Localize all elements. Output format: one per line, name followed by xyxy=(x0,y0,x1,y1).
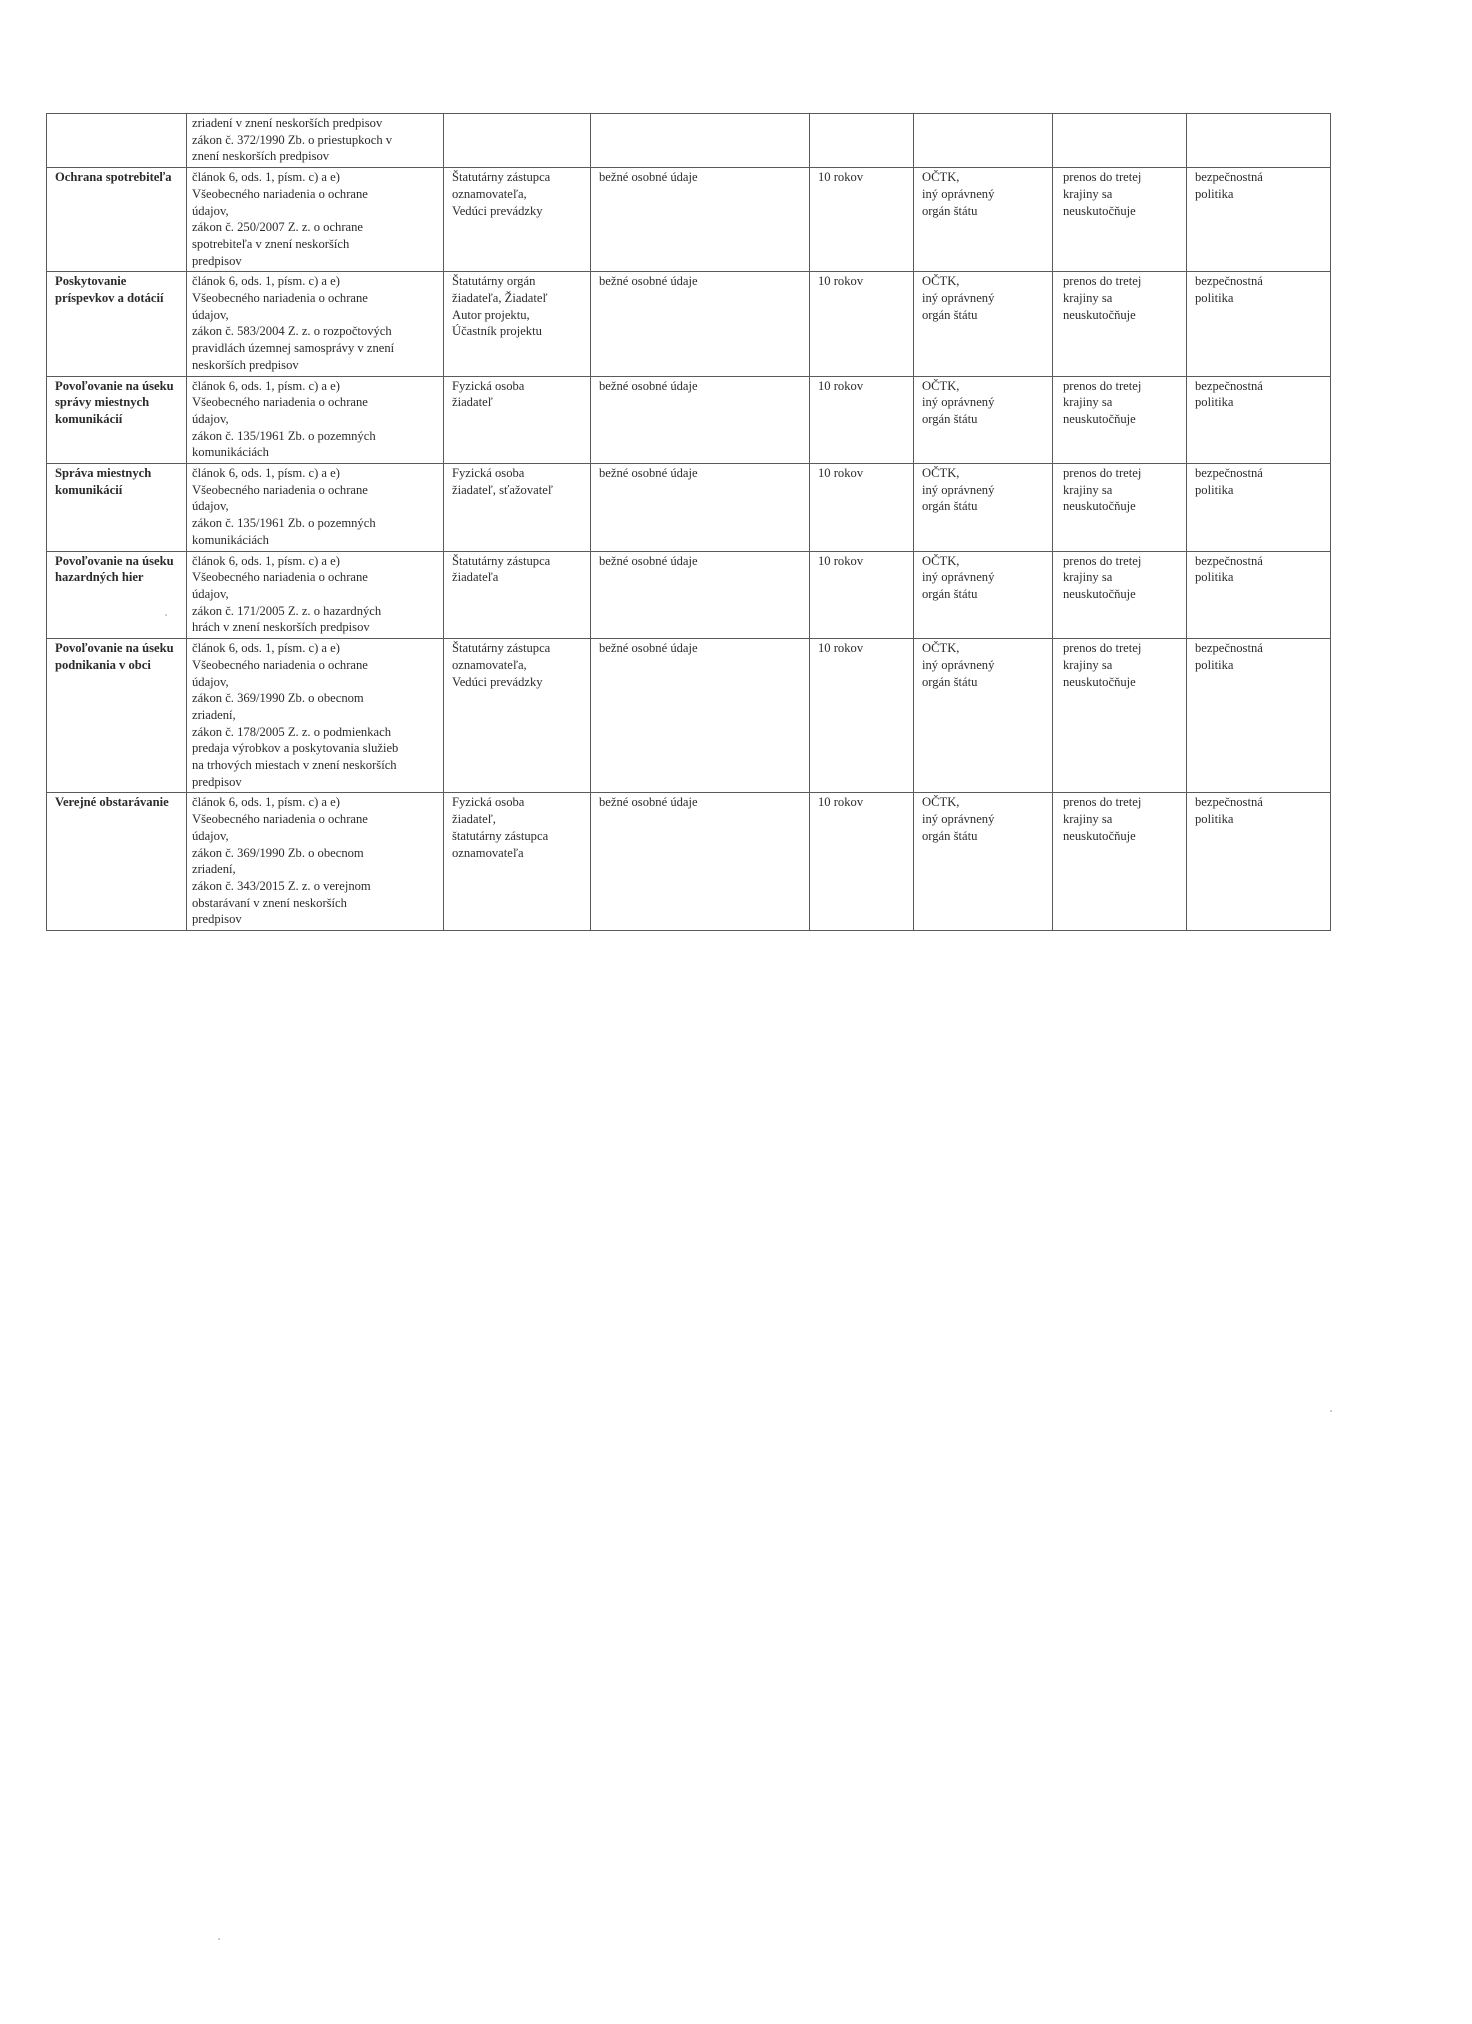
cell-text: bežné osobné údaje xyxy=(599,466,698,481)
cell-text-line: krajiny sa xyxy=(1063,482,1113,497)
table-row xyxy=(47,793,1331,931)
cell-text: Ochrana spotrebiteľa xyxy=(55,170,172,185)
cell-text-line: oznamovateľa, xyxy=(452,186,527,201)
cell-text-line: neskorších predpisov xyxy=(192,357,299,372)
data-subjects-cell xyxy=(444,168,591,272)
cell-text-line: Fyzická osoba xyxy=(452,378,525,393)
third-country-transfer-cell xyxy=(1053,114,1187,168)
cell-text: bežné osobné údaje xyxy=(599,378,698,393)
activity-name-cell xyxy=(47,168,187,272)
data-subjects-cell xyxy=(444,464,591,552)
cell-text-line: orgán štátu xyxy=(922,586,978,601)
activity-name-cell xyxy=(47,376,187,464)
cell-text-line: článok 6, ods. 1, písm. c) a e) xyxy=(192,170,340,185)
cell-text-line: zákon č. 369/1990 Zb. o obecnom xyxy=(192,845,364,860)
security-measures-cell xyxy=(1187,464,1331,552)
cell-text-line: zákon č. 343/2015 Z. z. o verejnom xyxy=(192,878,371,893)
cell-text-line: orgán štátu xyxy=(922,674,978,689)
cell-text-line: zákon č. 135/1961 Zb. o pozemných xyxy=(192,516,376,531)
security-measures-cell xyxy=(1187,168,1331,272)
cell-text-line: predpisov xyxy=(192,253,242,268)
cell-text-line: zriadení, xyxy=(192,707,236,722)
cell-text-line: Štatutárny zástupca xyxy=(452,641,551,656)
cell-text-line: Vedúci prevádzky xyxy=(452,674,543,689)
activity-name-cell xyxy=(47,793,187,931)
cell-text-line: prenos do tretej xyxy=(1063,553,1142,568)
cell-text-line: orgán štátu xyxy=(922,307,978,322)
cell-text: Povoľovanie na úseku hazardných hier xyxy=(55,553,174,585)
cell-text-line: žiadateľ, xyxy=(452,812,496,827)
activity-name-cell xyxy=(47,464,187,552)
cell-text-line: Štatutárny zástupca xyxy=(452,170,551,185)
third-country-transfer-cell xyxy=(1053,272,1187,376)
cell-text-line: zákon č. 171/2005 Z. z. o hazardných xyxy=(192,603,382,618)
data-category-cell xyxy=(591,464,810,552)
data-subjects-cell xyxy=(444,114,591,168)
cell-text-line: Všeobecného nariadenia o ochrane xyxy=(192,395,368,410)
cell-text-line: neuskutočňuje xyxy=(1063,411,1136,426)
cell-text-line: bezpečnostná xyxy=(1195,641,1263,656)
cell-text-line: na trhových miestach v znení neskorších xyxy=(192,758,397,773)
cell-text-line: OČTK, xyxy=(922,553,960,568)
cell-text-line: krajiny sa xyxy=(1063,291,1113,306)
scan-speck xyxy=(165,614,167,616)
legal-basis-cell xyxy=(187,272,444,376)
legal-basis-cell xyxy=(187,114,444,168)
scan-speck xyxy=(218,1938,220,1940)
cell-text-line: Všeobecného nariadenia o ochrane xyxy=(192,570,368,585)
legal-basis-cell xyxy=(187,551,444,639)
third-country-transfer-cell xyxy=(1053,464,1187,552)
data-subjects-cell xyxy=(444,793,591,931)
cell-text-line: údajov, xyxy=(192,674,229,689)
table-row xyxy=(47,272,1331,376)
cell-text-line: Všeobecného nariadenia o ochrane xyxy=(192,186,368,201)
cell-text-line: žiadateľ, sťažovateľ xyxy=(452,482,553,497)
retention-period-cell xyxy=(810,272,914,376)
data-category-cell xyxy=(591,793,810,931)
cell-text-line: krajiny sa xyxy=(1063,657,1113,672)
cell-text: 10 rokov xyxy=(818,553,864,568)
legal-basis-cell xyxy=(187,639,444,793)
cell-text-line: bezpečnostná xyxy=(1195,378,1263,393)
cell-text-line: údajov, xyxy=(192,411,229,426)
cell-text-line: iný oprávnený xyxy=(922,812,995,827)
data-subjects-cell xyxy=(444,551,591,639)
cell-text-line: znení neskorších predpisov xyxy=(192,149,330,164)
cell-text-line: Štatutárny zástupca xyxy=(452,553,551,568)
cell-text-line: článok 6, ods. 1, písm. c) a e) xyxy=(192,641,340,656)
cell-text-line: prenos do tretej xyxy=(1063,466,1142,481)
cell-text-line: neuskutočňuje xyxy=(1063,674,1136,689)
cell-text-line: orgán štátu xyxy=(922,203,978,218)
data-category-cell xyxy=(591,551,810,639)
cell-text-line: bezpečnostná xyxy=(1195,170,1263,185)
cell-text-line: predpisov xyxy=(192,774,242,789)
cell-text-line: politika xyxy=(1195,812,1234,827)
activity-name-cell xyxy=(47,272,187,376)
cell-text-line: komunikáciách xyxy=(192,445,269,460)
table-row xyxy=(47,464,1331,552)
retention-period-cell xyxy=(810,793,914,931)
cell-text: 10 rokov xyxy=(818,170,864,185)
cell-text-line: hrách v znení neskorších predpisov xyxy=(192,620,370,635)
cell-text-line: Fyzická osoba xyxy=(452,466,525,481)
cell-text-line: údajov, xyxy=(192,203,229,218)
legal-basis-cell xyxy=(187,464,444,552)
cell-text-line: orgán štátu xyxy=(922,411,978,426)
cell-text-line: údajov, xyxy=(192,307,229,322)
cell-text-line: obstarávaní v znení neskorších xyxy=(192,895,347,910)
recipients-cell xyxy=(914,639,1053,793)
cell-text-line: Všeobecného nariadenia o ochrane xyxy=(192,812,368,827)
security-measures-cell xyxy=(1187,114,1331,168)
data-category-cell xyxy=(591,639,810,793)
cell-text-line: bezpečnostná xyxy=(1195,795,1263,810)
cell-text-line: spotrebiteľa v znení neskorších xyxy=(192,236,350,251)
cell-text-line: žiadateľa, Žiadateľ xyxy=(452,291,548,306)
cell-text-line: Všeobecného nariadenia o ochrane xyxy=(192,482,368,497)
recipients-cell xyxy=(914,272,1053,376)
recipients-cell xyxy=(914,551,1053,639)
cell-text: bežné osobné údaje xyxy=(599,553,698,568)
data-subjects-cell xyxy=(444,272,591,376)
cell-text-line: iný oprávnený xyxy=(922,570,995,585)
cell-text-line: OČTK, xyxy=(922,170,960,185)
cell-text: 10 rokov xyxy=(818,378,864,393)
security-measures-cell xyxy=(1187,272,1331,376)
cell-text-line: zákon č. 178/2005 Z. z. o podmienkach xyxy=(192,724,391,739)
retention-period-cell xyxy=(810,464,914,552)
cell-text-line: OČTK, xyxy=(922,378,960,393)
third-country-transfer-cell xyxy=(1053,551,1187,639)
cell-text: 10 rokov xyxy=(818,466,864,481)
cell-text-line: údajov, xyxy=(192,586,229,601)
retention-period-cell xyxy=(810,376,914,464)
cell-text-line: neuskutočňuje xyxy=(1063,203,1136,218)
cell-text-line: článok 6, ods. 1, písm. c) a e) xyxy=(192,378,340,393)
cell-text: Verejné obstarávanie xyxy=(55,795,169,810)
data-subjects-cell xyxy=(444,376,591,464)
security-measures-cell xyxy=(1187,793,1331,931)
cell-text-line: orgán štátu xyxy=(922,828,978,843)
cell-text-line: iný oprávnený xyxy=(922,482,995,497)
activity-name-cell xyxy=(47,551,187,639)
cell-text-line: článok 6, ods. 1, písm. c) a e) xyxy=(192,274,340,289)
cell-text-line: údajov, xyxy=(192,828,229,843)
cell-text-line: krajiny sa xyxy=(1063,395,1113,410)
cell-text-line: žiadateľa xyxy=(452,570,499,585)
security-measures-cell xyxy=(1187,376,1331,464)
cell-text-line: krajiny sa xyxy=(1063,812,1113,827)
cell-text-line: OČTK, xyxy=(922,274,960,289)
retention-period-cell xyxy=(810,551,914,639)
cell-text: 10 rokov xyxy=(818,795,864,810)
cell-text-line: Všeobecného nariadenia o ochrane xyxy=(192,291,368,306)
cell-text-line: článok 6, ods. 1, písm. c) a e) xyxy=(192,553,340,568)
scan-speck xyxy=(1330,1410,1332,1412)
cell-text-line: predaja výrobkov a poskytovania služieb xyxy=(192,741,399,756)
cell-text-line: politika xyxy=(1195,291,1234,306)
cell-text: Povoľovanie na úseku podnikania v obci xyxy=(55,641,174,672)
data-category-cell xyxy=(591,114,810,168)
cell-text-line: oznamovateľa, xyxy=(452,657,527,672)
cell-text-line: neuskutočňuje xyxy=(1063,499,1136,514)
cell-text-line: bezpečnostná xyxy=(1195,553,1263,568)
cell-text-line: pravidlách územnej samosprávy v znení xyxy=(192,341,395,356)
third-country-transfer-cell xyxy=(1053,168,1187,272)
cell-text: 10 rokov xyxy=(818,641,864,656)
activity-name-cell xyxy=(47,114,187,168)
retention-period-cell xyxy=(810,114,914,168)
cell-text: Povoľovanie na úseku správy miestnych komunikácií xyxy=(55,378,174,426)
security-measures-cell xyxy=(1187,639,1331,793)
recipients-cell xyxy=(914,464,1053,552)
cell-text-line: zákon č. 369/1990 Zb. o obecnom xyxy=(192,691,364,706)
cell-text-line: žiadateľ xyxy=(452,395,493,410)
data-category-cell xyxy=(591,272,810,376)
cell-text-line: oznamovateľa xyxy=(452,845,524,860)
cell-text-line: Fyzická osoba xyxy=(452,795,525,810)
cell-text-line: Autor projektu, xyxy=(452,307,530,322)
recipients-cell xyxy=(914,376,1053,464)
cell-text-line: Účastník projektu xyxy=(452,324,542,339)
cell-text-line: Štatutárny orgán xyxy=(452,274,536,289)
cell-text: bežné osobné údaje xyxy=(599,274,698,289)
cell-text-line: prenos do tretej xyxy=(1063,274,1142,289)
cell-text-line: zákon č. 583/2004 Z. z. o rozpočtových xyxy=(192,324,392,339)
cell-text-line: bezpečnostná xyxy=(1195,274,1263,289)
retention-period-cell xyxy=(810,639,914,793)
third-country-transfer-cell xyxy=(1053,793,1187,931)
cell-text-line: zákon č. 250/2007 Z. z. o ochrane xyxy=(192,220,364,235)
retention-period-cell xyxy=(810,168,914,272)
cell-text-line: politika xyxy=(1195,657,1234,672)
cell-text-line: komunikáciách xyxy=(192,532,269,547)
recipients-cell xyxy=(914,168,1053,272)
recipients-cell xyxy=(914,114,1053,168)
cell-text-line: zákon č. 372/1990 Zb. o priestupkoch v xyxy=(192,132,393,147)
cell-text-line: neuskutočňuje xyxy=(1063,307,1136,322)
recipients-cell xyxy=(914,793,1053,931)
cell-text-line: zriadení v znení neskorších predpisov xyxy=(192,116,383,130)
cell-text-line: článok 6, ods. 1, písm. c) a e) xyxy=(192,795,340,810)
cell-text: bežné osobné údaje xyxy=(599,170,698,185)
table-row xyxy=(47,551,1331,639)
legal-basis-cell xyxy=(187,168,444,272)
cell-text-line: štatutárny zástupca xyxy=(452,828,549,843)
table-row xyxy=(47,639,1331,793)
cell-text-line: politika xyxy=(1195,570,1234,585)
cell-text-line: článok 6, ods. 1, písm. c) a e) xyxy=(192,466,340,481)
cell-text-line: OČTK, xyxy=(922,795,960,810)
cell-text-line: zriadení, xyxy=(192,862,236,877)
cell-text-line: krajiny sa xyxy=(1063,570,1113,585)
cell-text-line: OČTK, xyxy=(922,641,960,656)
cell-text: Poskytovanie príspevkov a dotácií xyxy=(55,274,164,306)
cell-text-line: prenos do tretej xyxy=(1063,795,1142,810)
cell-text: bežné osobné údaje xyxy=(599,795,698,810)
cell-text-line: Všeobecného nariadenia o ochrane xyxy=(192,657,368,672)
cell-text-line: politika xyxy=(1195,482,1234,497)
security-measures-cell xyxy=(1187,551,1331,639)
data-category-cell xyxy=(591,168,810,272)
cell-text-line: orgán štátu xyxy=(922,499,978,514)
cell-text-line: Vedúci prevádzky xyxy=(452,203,543,218)
data-subjects-cell xyxy=(444,639,591,793)
cell-text-line: prenos do tretej xyxy=(1063,378,1142,393)
legal-basis-cell xyxy=(187,793,444,931)
table-row xyxy=(47,376,1331,464)
cell-text-line: údajov, xyxy=(192,499,229,514)
cell-text-line: iný oprávnený xyxy=(922,657,995,672)
cell-text-line: OČTK, xyxy=(922,466,960,481)
cell-text-line: politika xyxy=(1195,395,1234,410)
cell-text-line: zákon č. 135/1961 Zb. o pozemných xyxy=(192,428,376,443)
cell-text-line: politika xyxy=(1195,186,1234,201)
cell-text-line: bezpečnostná xyxy=(1195,466,1263,481)
legal-basis-cell xyxy=(187,376,444,464)
cell-text-line: neuskutočňuje xyxy=(1063,586,1136,601)
cell-text-line: prenos do tretej xyxy=(1063,170,1142,185)
processing-records-table xyxy=(46,113,1331,931)
table-row xyxy=(47,168,1331,272)
cell-text: bežné osobné údaje xyxy=(599,641,698,656)
cell-text-line: iný oprávnený xyxy=(922,395,995,410)
cell-text-line: prenos do tretej xyxy=(1063,641,1142,656)
table-row xyxy=(47,114,1331,168)
cell-text-line: iný oprávnený xyxy=(922,186,995,201)
cell-text-line: iný oprávnený xyxy=(922,291,995,306)
cell-text-line: predpisov xyxy=(192,912,242,927)
cell-text: 10 rokov xyxy=(818,274,864,289)
cell-text-line: krajiny sa xyxy=(1063,186,1113,201)
third-country-transfer-cell xyxy=(1053,639,1187,793)
third-country-transfer-cell xyxy=(1053,376,1187,464)
data-category-cell xyxy=(591,376,810,464)
activity-name-cell xyxy=(47,639,187,793)
cell-text-line: neuskutočňuje xyxy=(1063,828,1136,843)
table-body xyxy=(47,114,1331,931)
cell-text: Správa miestnych komunikácií xyxy=(55,466,152,497)
